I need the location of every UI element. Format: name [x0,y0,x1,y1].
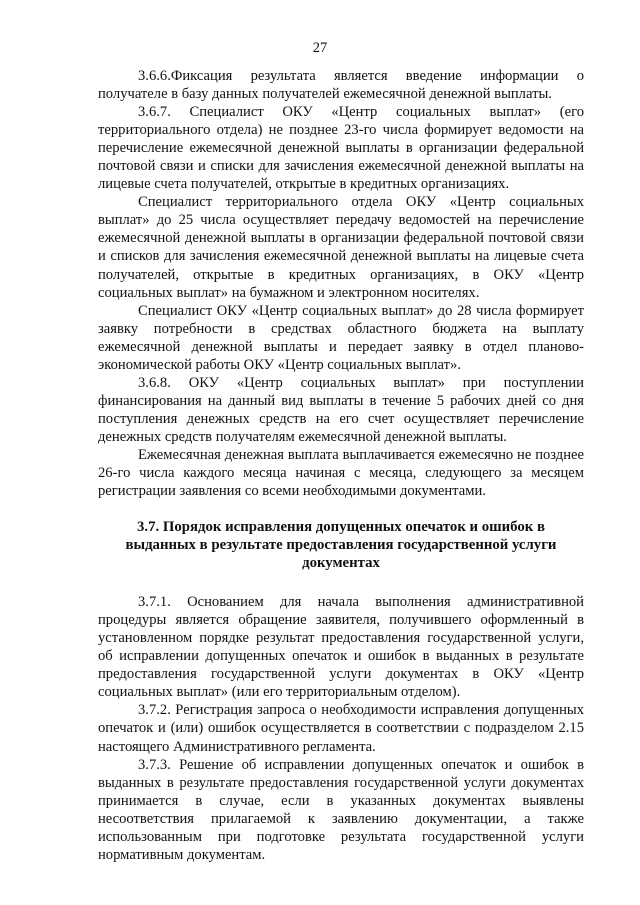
paragraph-3-7-2: 3.7.2. Регистрация запроса о необходимости исправления допущенных опечаток и (или) ошибок осуществляется в соответствии с подразделом 2.15 настоящего Административного регламента. [98,702,584,755]
paragraph-territorial-transfer: Специалист территориального отдела ОКУ «Центр социальных выплат» до 25 числа осуществляет передачу ведомостей на перечисление ежемесячной денежной выплаты в организации федеральной почтовой связи и списков для зачисления ежемесячной денежной выплаты на лицевые счета получателей, открытые в кредитных организациях, в ОКУ «Центр социальных выплат» на бумажном и электронном носителях. [98,194,584,301]
section-heading-line-2: выданных в результате предоставления государственной услуги [125,537,557,554]
paragraph-budget-request: Специалист ОКУ «Центр социальных выплат» до 28 числа формирует заявку потребности в средствах областного бюджета на выплату ежемесячной денежной выплаты и передает заявку в отдел планово-экономической работы ОКУ «Центр социальных выплат». [98,302,584,373]
section-heading-3-7 [98,518,584,572]
section-heading-line-1: 3.7. Порядок исправления допущенных опечаток и ошибок в [136,519,546,536]
paragraph-monthly-payment: Ежемесячная денежная выплата выплачивается ежемесячно не позднее 26-го числа каждого месяца начиная с месяца, следующего за месяцем регистрации заявления со всеми необходимыми документами. [98,446,584,500]
section-heading-line-3: документах [302,555,380,572]
paragraph-3-7-1: 3.7.1. Основанием для начала выполнения административной процедуры является обращение заявителя, получившего оформленный в установленном порядке результат предоставления государственной услуги, об исправлении допущенных опечаток и ошибок в выданных в результате предоставления государственной услуги документах в ОКУ «Центр социальных выплат» (или его территориальным отделом). [98,594,584,701]
paragraph-3-7-3: 3.7.3. Решение об исправлении допущенных опечаток и ошибок в выданных в результате предоставления государственной услуги документах принимается в случае, если в указанных документах выявлены несоответствия прилагаемой к заявлению документации, а также использованным при подготовке результата государственной услуги нормативным документам. [98,756,584,863]
page-number: 27 [312,40,328,56]
paragraph-3-6-7: 3.6.7. Специалист ОКУ «Центр социальных выплат» (его территориального отдела) не позднее 23-го числа формирует ведомости на перечисление ежемесячной денежной выплаты в организации федеральной почтовой связи и списки для зачисления ежемесячной денежной выплаты на лицевые счета получателей, открытые в кредитных организациях. [98,104,584,193]
paragraph-3-6-8: 3.6.8. ОКУ «Центр социальных выплат» при поступлении финансирования на данный вид выплаты в течение 5 рабочих дней со дня поступления денежных средств на его счет осуществляет перечисление денежных средств получателям ежемесячной денежной выплаты. [98,374,584,445]
document-body [98,67,584,864]
paragraph-3-6-6: 3.6.6.Фиксация результата является введение информации о получателе в базу данных получателей ежемесячной денежной выплаты. [98,68,584,103]
